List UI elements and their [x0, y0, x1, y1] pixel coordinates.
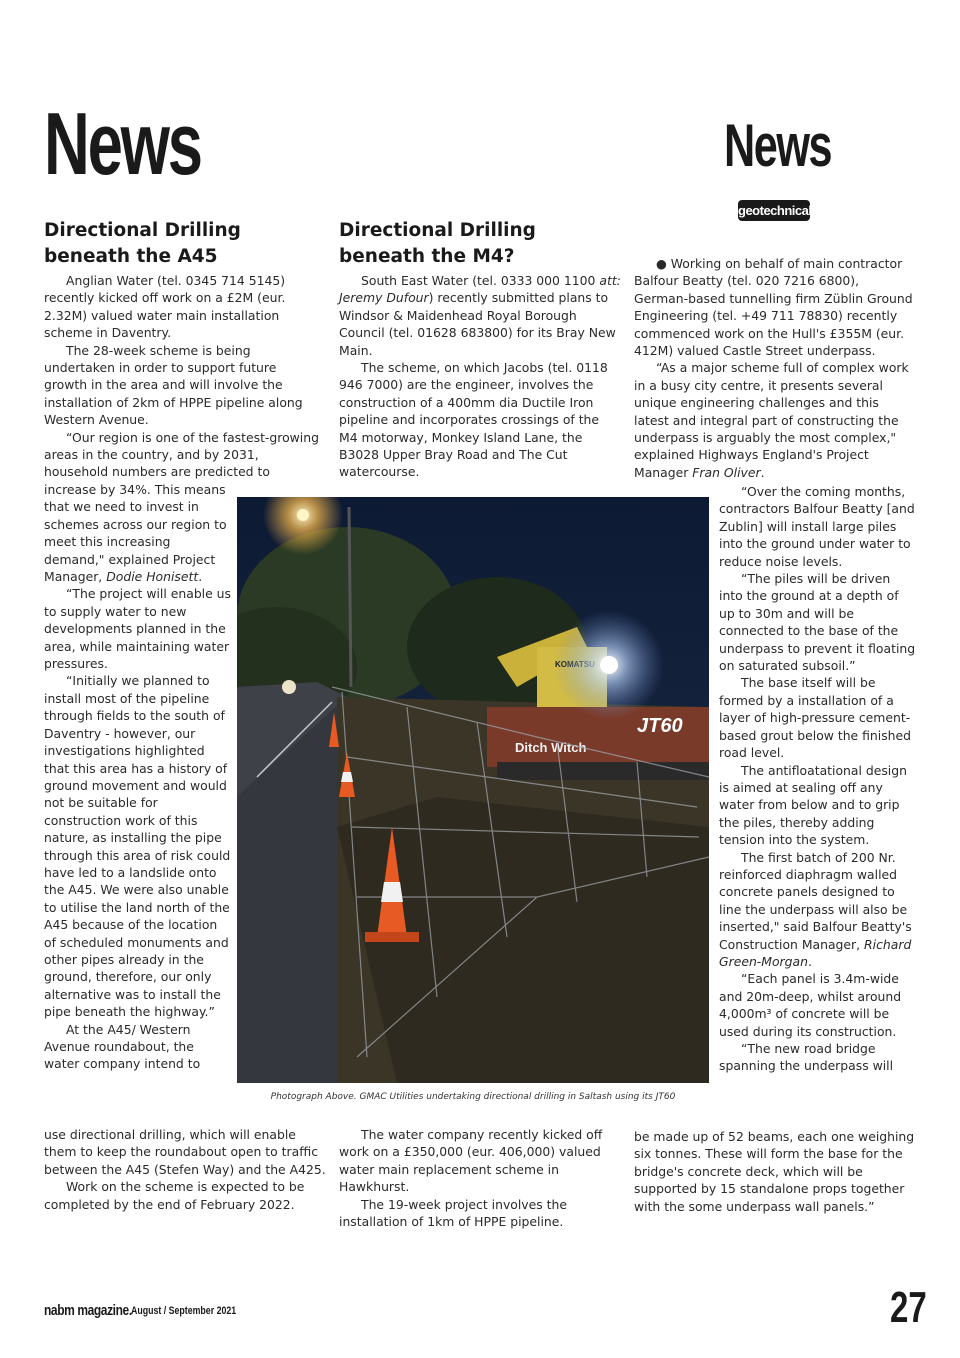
article3-text: “As a major scheme full of complex work in a busy city centre, it presents several unique engineering challenges and this latest and integral part of constructing the underpass is arguably the most complex," explained Highways England's Project Manager	[634, 360, 909, 480]
article3-paragraph: be made up of 52 beams, each one weighing six tonnes. These will form the base for the bridge's concrete deck, which will be supported by 15 standalone props together with the some underpass wall panels.”	[634, 1129, 915, 1214]
person-name: Richard Green-Morgan	[719, 936, 912, 969]
article1-body-bottom	[44, 1126, 326, 1213]
article1-paragraph: “Initially we planned to install most of the pipeline through fields to the south of Daventry - however, our investigations highlighted that this area has a history of ground movement and would not be suitable for construction work of this nature, as installing the pipe through this area of risk could have led to a landslide onto the A45. We were also unable to utilise the land north of the A45 because of the location of scheduled monuments and other pipes already in the ground, therefore, our only alternative was to install the pipe beneath the highway.”	[44, 673, 231, 1020]
page-number: 27	[890, 1283, 927, 1332]
car-headlight	[282, 680, 296, 694]
person-name: Fran Oliver	[692, 464, 761, 480]
article3-paragraph: ● Working on behalf of main contractor Balfour Beatty (tel. 020 7216 6800), German-based tunnelling firm Züblin Ground Engineering (tel. +49 711 78830) recently commenced work on the Hull's £355M (eur. 412M) valued Castle Street underpass.	[634, 256, 913, 359]
article2-text: South East Water (tel. 0333 000 1100	[361, 273, 596, 288]
article1-paragraph: use directional drilling, which will enable them to keep the roundabout open to traffic between the A45 (Stefen Way) and the A425.	[44, 1127, 326, 1177]
article2-text: ) recently submitted plans to Windsor & Maidenhead Royal Borough Council (tel. 01628 683800) for its Bray New Main.	[339, 290, 616, 358]
lamp-post	[349, 507, 351, 687]
person-name: Dodie Honisett	[106, 569, 199, 585]
article-photo	[237, 497, 709, 1083]
article3-paragraph: The base itself will be formed by a installation of a layer of high-pressure cement-based grout below the finished road level.	[719, 675, 912, 761]
masthead-right: News	[724, 112, 832, 179]
article2-body-bottom	[339, 1126, 621, 1230]
article2-paragraph: The water company recently kicked off work on a £350,000 (eur. 406,000) valued water main replacement scheme in Hawkhurst.	[339, 1127, 603, 1195]
article3-paragraph: The antifloatational design is aimed at sealing off any water from below and to grip the piles, thereby adding tension into the system.	[719, 762, 907, 848]
article3-body-wrap	[719, 483, 917, 1075]
article2-paragraph: The 19-week project involves the installation of 1km of HPPE pipeline.	[339, 1196, 567, 1230]
article3-paragraph: The first batch of 200 Nr. reinforced diaphragm walled concrete panels designed to line the underpass will also be inserted," said Balfour Beatty's Construction Manager, Richard Green-Morgan.	[719, 849, 912, 969]
article3-paragraph: “Over the coming months, contractors Balfour Beatty [and Zublin] will install large piles into the ground under water to reduce noise levels.	[719, 484, 915, 569]
article3-body-bottom	[634, 1128, 916, 1215]
article1-paragraph: Anglian Water (tel. 0345 714 5145) recently kicked off work on a £2M (eur. 2.32M) valued water main installation scheme in Daventry.	[44, 273, 286, 341]
article1-body-wrap	[44, 481, 232, 1073]
contact-name: att: Jeremy Dufour	[339, 273, 621, 306]
article2-paragraph: The scheme, on which Jacobs (tel. 0118 946 7000) are the engineer, involves the construction of a 400mm dia Ductile Iron pipeline and incorporates crossings of the M4 motorway, Monkey Island Lane, the B3028 Upper Bray Road and The Cut watercourse.	[339, 360, 608, 480]
article1-paragraph: The 28-week scheme is being undertaken in order to support future growth in the area and will involve the installation of 2km of HPPE pipeline along Western Avenue.	[44, 342, 303, 428]
article2-paragraph	[339, 272, 621, 359]
article1-paragraph: “The project will enable us to supply water to new developments planned in the area, while maintaining water pressures.	[44, 586, 231, 672]
article3-paragraph: “The piles will be driven into the ground at a depth of up to 30m and will be connected to the base of the underpass to prevent it floating on saturated subsoil.”	[719, 571, 916, 674]
article3-paragraph: “The new road bridge spanning the underpass will	[719, 1041, 894, 1074]
article1-paragraph: At the A45/ Western Avenue roundabout, the water company intend to	[44, 1021, 201, 1072]
article3-paragraph: “Each panel is 3.4m-wide and 20m-deep, whilst around 4,000m³ of concrete will be used during its construction.	[719, 971, 902, 1039]
article3-text: The first batch of 200 Nr. reinforced diaphragm walled concrete panels designed to line the underpass will also be inserted," said Balfour Beatty's Construction Manager,	[719, 849, 912, 952]
article3-body-top	[634, 255, 916, 481]
article2-headline: Directional Drilling beneath the M4?	[339, 220, 536, 267]
magazine-brand: nabm magazine.	[44, 1302, 132, 1319]
issue-date: August / September 2021	[131, 1305, 237, 1317]
article1-paragraph: increase by 34%. This means that we need to invest in schemes across our region to meet this increasing demand," explained Project Manager, Dodie Honisett.	[44, 482, 227, 585]
article2-body-top	[339, 272, 621, 481]
article1-headline: Directional Drilling beneath the A45	[44, 220, 241, 267]
brand-label: Ditch Witch	[515, 740, 587, 755]
article1-paragraph: Work on the scheme is expected to be completed by the end of February 2022.	[44, 1179, 305, 1212]
article1-body-top	[44, 272, 322, 481]
article1-paragraph: “Our region is one of the fastest-growing areas in the country, and by 2031, household numbers are predicted to	[44, 429, 319, 480]
night-drilling-illustration	[237, 497, 709, 1083]
machine-label: JT60	[637, 715, 683, 737]
photo-caption: Photograph Above. GMAC Utilities undertaking directional drilling in Saltash using its JT60	[270, 1092, 676, 1102]
article1-text: increase by 34%. This means that we need to invest in schemes across our region to meet this increasing demand," explained Project Manager,	[44, 482, 227, 585]
article3-paragraph: “As a major scheme full of complex work in a busy city centre, it presents several unique engineering challenges and this latest and integral part of constructing the underpass is arguably the most complex," explained Highways England's Project Manager Fran Oliver.	[634, 360, 909, 480]
masthead-left: News	[44, 94, 201, 193]
section-tag: geotechnical	[738, 200, 810, 221]
